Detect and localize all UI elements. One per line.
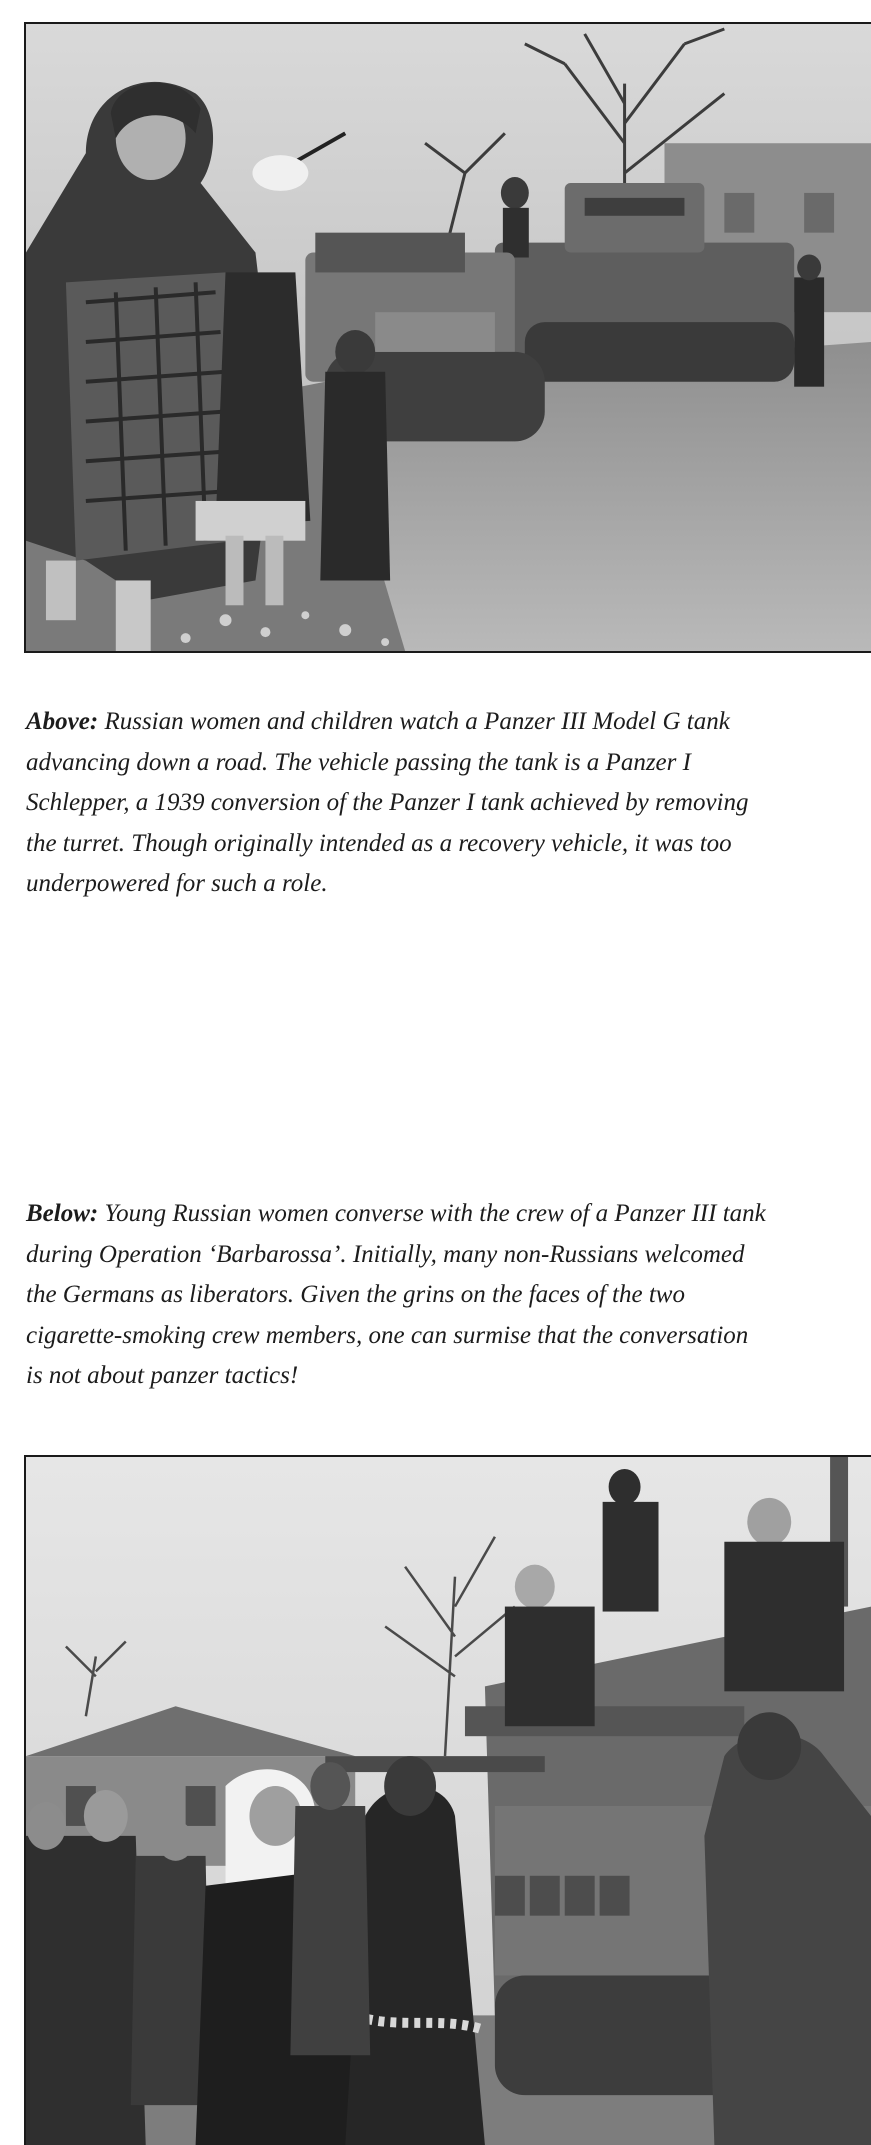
caption-above-text: Russian women and children watch a Panzer III Model G tank advancing down a road. The vehicle passing the tank is a Panzer I Schlepper, a 1939 conversion of the Panzer I tank achieved by removing the turret. Though originally intended as a recovery vehicle, it was too underpowered for such a role. xyxy=(26,708,749,897)
photo-bottom-illustration xyxy=(26,1457,871,2145)
caption-below xyxy=(26,1194,766,1397)
caption-above-lead: Above: xyxy=(26,708,99,735)
caption-above xyxy=(26,702,766,905)
caption-below-text: Young Russian women converse with the crew of a Panzer III tank during Operation ‘Barbarossa’. Initially, many non-Russians welcomed the Germans as liberators. Given the grins on the faces of the two cigarette-smoking crew members, one can surmise that the conversation is not about panzer tactics! xyxy=(26,1200,766,1389)
photo-women-with-tank-crew xyxy=(24,1455,871,2145)
photo-women-watching-tanks xyxy=(24,22,871,653)
photo-top-illustration xyxy=(26,24,871,651)
caption-below-lead: Below: xyxy=(26,1200,99,1227)
